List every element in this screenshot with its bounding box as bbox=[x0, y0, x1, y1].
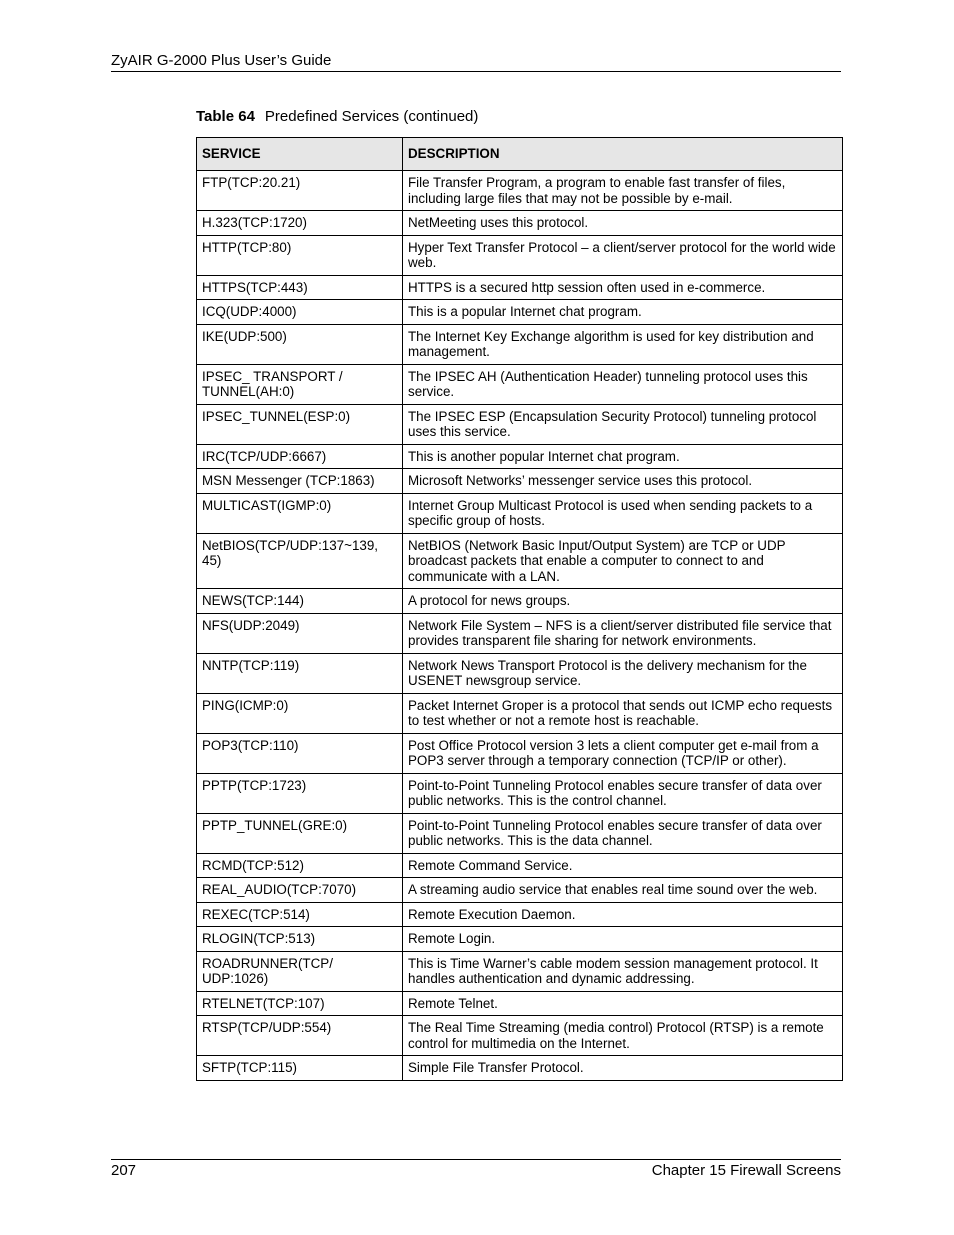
description-cell: Post Office Protocol version 3 lets a client computer get e-mail from a POP3 server through a temporary connection (TCP/IP or other). bbox=[403, 733, 843, 773]
table-caption-label: Table 64 bbox=[196, 108, 255, 125]
description-cell: Simple File Transfer Protocol. bbox=[403, 1056, 843, 1081]
service-cell: PPTP_TUNNEL(GRE:0) bbox=[197, 813, 403, 853]
description-cell: Packet Internet Groper is a protocol that sends out ICMP echo requests to test whether or not a remote host is reachable. bbox=[403, 693, 843, 733]
service-cell: IKE(UDP:500) bbox=[197, 324, 403, 364]
table-row bbox=[197, 300, 843, 325]
description-cell: Network News Transport Protocol is the delivery mechanism for the USENET newsgroup service. bbox=[403, 653, 843, 693]
chapter-title: Chapter 15 Firewall Screens bbox=[651, 1162, 841, 1179]
description-cell: Microsoft Networks’ messenger service uses this protocol. bbox=[403, 469, 843, 494]
service-cell: ROADRUNNER(TCP/ UDP:1026) bbox=[197, 951, 403, 991]
table-row bbox=[197, 444, 843, 469]
description-cell: NetBIOS (Network Basic Input/Output System) are TCP or UDP broadcast packets that enable a computer to connect to and communicate with a LAN. bbox=[403, 533, 843, 589]
description-cell: Remote Login. bbox=[403, 927, 843, 952]
description-cell: The IPSEC ESP (Encapsulation Security Protocol) tunneling protocol uses this service. bbox=[403, 404, 843, 444]
service-cell: ICQ(UDP:4000) bbox=[197, 300, 403, 325]
service-cell: IPSEC_ TRANSPORT / TUNNEL(AH:0) bbox=[197, 364, 403, 404]
service-cell: IPSEC_TUNNEL(ESP:0) bbox=[197, 404, 403, 444]
description-cell: Internet Group Multicast Protocol is used when sending packets to a specific group of hosts. bbox=[403, 493, 843, 533]
service-cell: SFTP(TCP:115) bbox=[197, 1056, 403, 1081]
service-cell: PPTP(TCP:1723) bbox=[197, 773, 403, 813]
table-row bbox=[197, 493, 843, 533]
table-caption-text: Predefined Services (continued) bbox=[264, 108, 479, 125]
table-row bbox=[197, 404, 843, 444]
description-cell: Remote Command Service. bbox=[403, 853, 843, 878]
table-row bbox=[197, 364, 843, 404]
service-cell: RTELNET(TCP:107) bbox=[197, 991, 403, 1016]
table-row bbox=[197, 211, 843, 236]
description-cell: Point-to-Point Tunneling Protocol enables secure transfer of data over public networks. This is the data channel. bbox=[403, 813, 843, 853]
description-cell: Remote Telnet. bbox=[403, 991, 843, 1016]
description-cell: Point-to-Point Tunneling Protocol enables secure transfer of data over public networks. This is the control channel. bbox=[403, 773, 843, 813]
table-row bbox=[197, 878, 843, 903]
table-body bbox=[197, 171, 843, 1081]
table-row bbox=[197, 469, 843, 494]
service-cell: HTTP(TCP:80) bbox=[197, 235, 403, 275]
service-cell: NNTP(TCP:119) bbox=[197, 653, 403, 693]
description-cell: Remote Execution Daemon. bbox=[403, 902, 843, 927]
description-cell: Network File System – NFS is a client/server distributed file service that provides transparent file sharing for network environments. bbox=[403, 613, 843, 653]
description-cell: The IPSEC AH (Authentication Header) tunneling protocol uses this service. bbox=[403, 364, 843, 404]
table-row bbox=[197, 589, 843, 614]
service-cell: PING(ICMP:0) bbox=[197, 693, 403, 733]
description-cell: This is a popular Internet chat program. bbox=[403, 300, 843, 325]
table-row bbox=[197, 533, 843, 589]
table-row bbox=[197, 171, 843, 211]
predefined-services-table bbox=[196, 137, 843, 1081]
table-row bbox=[197, 324, 843, 364]
footer-divider bbox=[111, 1159, 841, 1160]
table-row bbox=[197, 613, 843, 653]
table-header-row bbox=[197, 138, 843, 171]
description-cell: Hyper Text Transfer Protocol – a client/server protocol for the world wide web. bbox=[403, 235, 843, 275]
table-row bbox=[197, 235, 843, 275]
table-row bbox=[197, 902, 843, 927]
table-row bbox=[197, 1056, 843, 1081]
table-row bbox=[197, 991, 843, 1016]
service-cell: HTTPS(TCP:443) bbox=[197, 275, 403, 300]
service-cell: MULTICAST(IGMP:0) bbox=[197, 493, 403, 533]
table-row bbox=[197, 927, 843, 952]
table-row bbox=[197, 951, 843, 991]
running-header-title: ZyAIR G-2000 Plus User’s Guide bbox=[111, 52, 332, 69]
service-cell: REXEC(TCP:514) bbox=[197, 902, 403, 927]
service-cell: NetBIOS(TCP/UDP:137~139, 45) bbox=[197, 533, 403, 589]
description-cell: NetMeeting uses this protocol. bbox=[403, 211, 843, 236]
column-header-service: SERVICE bbox=[197, 138, 403, 171]
description-cell: The Real Time Streaming (media control) Protocol (RTSP) is a remote control for multimedia on the Internet. bbox=[403, 1016, 843, 1056]
service-cell: MSN Messenger (TCP:1863) bbox=[197, 469, 403, 494]
description-cell: File Transfer Program, a program to enable fast transfer of files, including large files that may not be possible by e-mail. bbox=[403, 171, 843, 211]
table-row bbox=[197, 1016, 843, 1056]
table-row bbox=[197, 693, 843, 733]
service-cell: NEWS(TCP:144) bbox=[197, 589, 403, 614]
column-header-description: DESCRIPTION bbox=[403, 138, 843, 171]
description-cell: The Internet Key Exchange algorithm is used for key distribution and management. bbox=[403, 324, 843, 364]
service-cell: RTSP(TCP/UDP:554) bbox=[197, 1016, 403, 1056]
service-cell: FTP(TCP:20.21) bbox=[197, 171, 403, 211]
service-cell: REAL_AUDIO(TCP:7070) bbox=[197, 878, 403, 903]
description-cell: This is another popular Internet chat program. bbox=[403, 444, 843, 469]
service-cell: NFS(UDP:2049) bbox=[197, 613, 403, 653]
description-cell: A protocol for news groups. bbox=[403, 589, 843, 614]
table-row bbox=[197, 653, 843, 693]
table-row bbox=[197, 773, 843, 813]
description-cell: This is Time Warner’s cable modem session management protocol. It handles authentication and dynamic addressing. bbox=[403, 951, 843, 991]
service-cell: RCMD(TCP:512) bbox=[197, 853, 403, 878]
table-row bbox=[197, 275, 843, 300]
service-cell: IRC(TCP/UDP:6667) bbox=[197, 444, 403, 469]
service-cell: RLOGIN(TCP:513) bbox=[197, 927, 403, 952]
table-row bbox=[197, 853, 843, 878]
page-number: 207 bbox=[111, 1162, 137, 1179]
table-caption bbox=[196, 108, 478, 126]
table-row bbox=[197, 813, 843, 853]
service-cell: H.323(TCP:1720) bbox=[197, 211, 403, 236]
table-row bbox=[197, 733, 843, 773]
description-cell: HTTPS is a secured http session often used in e-commerce. bbox=[403, 275, 843, 300]
header-divider bbox=[111, 71, 841, 72]
description-cell: A streaming audio service that enables real time sound over the web. bbox=[403, 878, 843, 903]
service-cell: POP3(TCP:110) bbox=[197, 733, 403, 773]
